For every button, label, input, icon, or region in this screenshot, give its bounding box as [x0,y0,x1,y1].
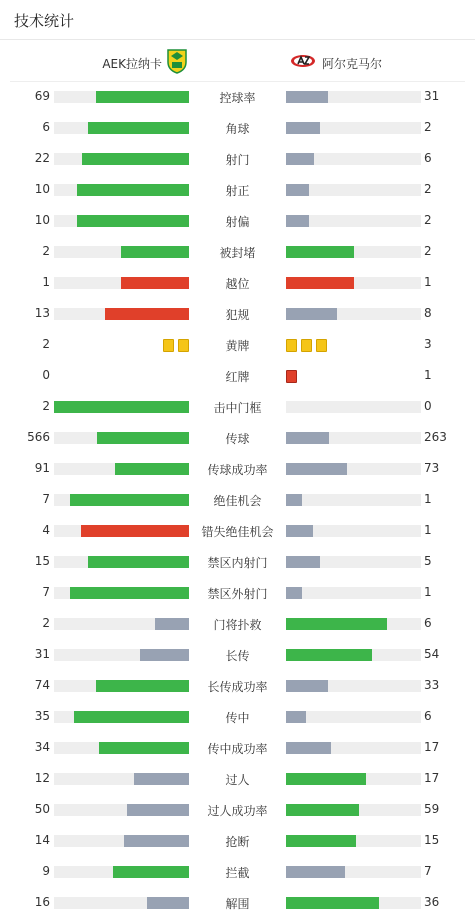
away-stat-value: 263 [424,430,447,444]
away-bar-track [286,122,421,134]
home-stat-value: 31 [34,647,50,661]
home-bar [70,494,189,506]
stat-label: 解围 [225,897,250,911]
stat-label: 被封堵 [219,246,256,260]
home-bar-track [54,401,189,413]
away-stat-value: 1 [424,585,432,599]
away-bar [286,277,354,289]
away-bar-track [286,897,421,909]
away-stat-value: 7 [424,864,432,878]
home-bar [127,804,189,816]
away-bar-track [286,649,421,661]
stat-row [0,175,475,206]
home-cards [163,339,189,352]
away-bar [286,153,314,165]
away-bar-track [286,556,421,568]
home-bar-track [54,711,189,723]
yellow-card-icon [163,339,174,352]
home-team[interactable] [102,48,188,78]
stat-row [0,237,475,268]
home-stat-value: 7 [42,492,50,506]
home-bar-track [54,153,189,165]
away-bar [286,680,328,692]
home-bar [70,587,189,599]
home-stat-value: 34 [34,740,50,754]
away-bar [286,91,328,103]
home-bar-track [54,897,189,909]
away-stat-value: 1 [424,368,432,382]
stat-row [0,299,475,330]
home-bar [121,277,189,289]
home-bar [134,773,189,785]
stat-row [0,547,475,578]
away-stat-value: 6 [424,709,432,723]
away-bar [286,835,356,847]
stat-label: 抢断 [225,835,250,849]
away-bar [286,246,354,258]
home-stat-value: 13 [34,306,50,320]
home-bar-track [54,742,189,754]
home-bar [54,401,189,413]
away-bar [286,742,331,754]
away-bar-track [286,432,421,444]
home-bar-track [54,556,189,568]
away-bar-track [286,618,421,630]
away-bar-track [286,246,421,258]
home-bar-track [54,525,189,537]
stat-row [0,361,475,392]
home-stat-value: 74 [34,678,50,692]
away-stat-value: 59 [424,802,440,816]
home-stat-value: 10 [34,213,50,227]
home-stat-value: 16 [34,895,50,909]
stat-row [0,144,475,175]
stat-row [0,826,475,857]
home-bar [96,91,189,103]
stat-row [0,764,475,795]
home-bar [115,463,189,475]
away-bar [286,649,372,661]
away-stat-value: 54 [424,647,440,661]
stat-label: 射偏 [225,215,250,229]
away-cards [286,339,327,352]
home-stat-value: 0 [42,368,50,382]
home-bar [77,215,189,227]
home-stat-value: 6 [42,120,50,134]
stat-label: 射门 [225,153,250,167]
yellow-card-icon [301,339,312,352]
home-bar-track [54,680,189,692]
away-bar [286,432,329,444]
away-stat-value: 6 [424,616,432,630]
stat-label: 传中成功率 [207,742,268,756]
away-bar [286,866,345,878]
home-bar [81,525,189,537]
home-bar [155,618,189,630]
home-stat-value: 69 [34,89,50,103]
home-team-name: AEK拉纳卡 [102,56,162,71]
stat-label: 传球成功率 [207,463,268,477]
page-title: 技术统计 [14,12,75,30]
home-bar [113,866,189,878]
away-stat-value: 2 [424,244,432,258]
home-stat-value: 2 [42,399,50,413]
away-stat-value: 33 [424,678,440,692]
away-stat-value: 17 [424,740,440,754]
away-stat-value: 73 [424,461,440,475]
yellow-card-icon [178,339,189,352]
home-stat-value: 12 [34,771,50,785]
stat-row [0,733,475,764]
stat-label: 传球 [225,432,250,446]
away-stat-value: 1 [424,523,432,537]
away-bar-track [286,153,421,165]
stat-label: 控球率 [219,91,256,105]
stat-row [0,702,475,733]
home-bar [140,649,189,661]
away-bar-track [286,91,421,103]
home-bar-track [54,463,189,475]
stat-row [0,454,475,485]
away-stat-value: 1 [424,275,432,289]
away-bar-track [286,742,421,754]
away-bar [286,556,320,568]
away-bar [286,215,309,227]
home-stat-value: 9 [42,864,50,878]
away-bar-track [286,835,421,847]
away-bar-track [286,711,421,723]
stat-label: 长传 [225,649,250,663]
stat-label: 拦截 [225,866,250,880]
home-bar-track [54,587,189,599]
away-stat-value: 3 [424,337,432,351]
home-bar-track [54,277,189,289]
stat-row [0,82,475,113]
away-stat-value: 2 [424,182,432,196]
away-bar-track [286,308,421,320]
stat-label: 长传成功率 [207,680,268,694]
home-bar-track [54,246,189,258]
away-stat-value: 17 [424,771,440,785]
home-bar [82,153,189,165]
away-bar-track [286,525,421,537]
stat-label: 禁区外射门 [207,587,268,601]
home-bar-track [54,122,189,134]
home-bar [88,122,189,134]
away-bar-track [286,277,421,289]
home-bar [77,184,189,196]
away-team-name: 阿尔克马尔 [322,56,383,71]
stat-row [0,206,475,237]
away-bar-track [286,494,421,506]
teams-header [0,40,475,82]
home-stat-value: 35 [34,709,50,723]
home-bar-track [54,773,189,785]
away-bar [286,463,347,475]
stat-row [0,268,475,299]
away-bar [286,184,309,196]
home-stat-value: 1 [42,275,50,289]
away-stat-value: 36 [424,895,440,909]
stat-label: 门将扑救 [213,618,262,632]
aek-larnaca-logo-icon [166,48,188,78]
stat-row [0,640,475,671]
home-bar [96,680,189,692]
home-stat-value: 7 [42,585,50,599]
away-bar [286,897,379,909]
home-bar-track [54,618,189,630]
home-bar [99,742,189,754]
home-bar [124,835,189,847]
home-stat-value: 4 [42,523,50,537]
away-bar-track [286,773,421,785]
home-bar-track [54,432,189,444]
away-bar [286,525,313,537]
away-stat-value: 0 [424,399,432,413]
home-stat-value: 566 [27,430,50,444]
home-bar-track [54,184,189,196]
home-bar [74,711,189,723]
stat-label: 禁区内射门 [207,556,268,570]
stat-label: 过人成功率 [207,804,268,818]
stat-label: 过人 [225,773,250,787]
away-stat-value: 5 [424,554,432,568]
away-bar-track [286,587,421,599]
away-bar [286,494,302,506]
stat-row [0,671,475,702]
stat-label: 绝佳机会 [213,494,262,508]
stat-label: 击中门框 [213,401,262,415]
away-team[interactable] [290,48,382,78]
home-bar [121,246,189,258]
away-bar [286,587,302,599]
home-stat-value: 10 [34,182,50,196]
stat-label: 射正 [225,184,250,198]
home-stat-value: 15 [34,554,50,568]
away-bar-track [286,804,421,816]
home-stat-value: 2 [42,337,50,351]
away-stat-value: 31 [424,89,440,103]
away-stat-value: 15 [424,833,440,847]
home-stat-value: 2 [42,616,50,630]
home-bar [97,432,189,444]
yellow-card-icon [316,339,327,352]
away-bar-track [286,215,421,227]
red-card-icon [286,370,297,383]
home-stat-value: 91 [34,461,50,475]
stat-row [0,795,475,826]
az-alkmaar-logo-icon [290,48,316,78]
stat-row [0,423,475,454]
stat-label: 角球 [225,122,250,136]
away-stat-value: 8 [424,306,432,320]
stat-label: 错失绝佳机会 [201,525,274,539]
away-bar [286,711,306,723]
stat-row [0,392,475,423]
home-stat-value: 2 [42,244,50,258]
home-bar-track [54,308,189,320]
stat-label: 越位 [225,277,250,291]
away-cards [286,370,297,383]
home-bar-track [54,649,189,661]
stat-row [0,578,475,609]
home-bar-track [54,866,189,878]
stat-row [0,113,475,144]
yellow-card-icon [286,339,297,352]
away-bar-track [286,184,421,196]
home-bar-track [54,91,189,103]
stat-label: 传中 [225,711,250,725]
away-bar [286,773,366,785]
away-bar [286,308,337,320]
away-stat-value: 1 [424,492,432,506]
home-bar [147,897,189,909]
home-bar [88,556,189,568]
stat-row [0,888,475,919]
home-stat-value: 50 [34,802,50,816]
stat-row [0,485,475,516]
away-bar [286,804,359,816]
stat-label: 黄牌 [225,339,250,353]
away-stat-value: 6 [424,151,432,165]
home-bar-track [54,494,189,506]
stat-row [0,609,475,640]
away-bar [286,618,387,630]
stat-label: 犯规 [225,308,250,322]
away-stat-value: 2 [424,213,432,227]
stat-row [0,330,475,361]
home-stat-value: 22 [34,151,50,165]
away-bar-track [286,463,421,475]
stat-row [0,857,475,888]
home-bar-track [54,804,189,816]
away-stat-value: 2 [424,120,432,134]
home-bar [105,308,189,320]
home-bar-track [54,215,189,227]
stat-row [0,516,475,547]
home-stat-value: 14 [34,833,50,847]
away-bar-track [286,401,421,413]
home-bar-track [54,835,189,847]
away-bar-track [286,680,421,692]
away-bar [286,122,320,134]
away-bar-track [286,866,421,878]
stat-label: 红牌 [225,370,250,384]
